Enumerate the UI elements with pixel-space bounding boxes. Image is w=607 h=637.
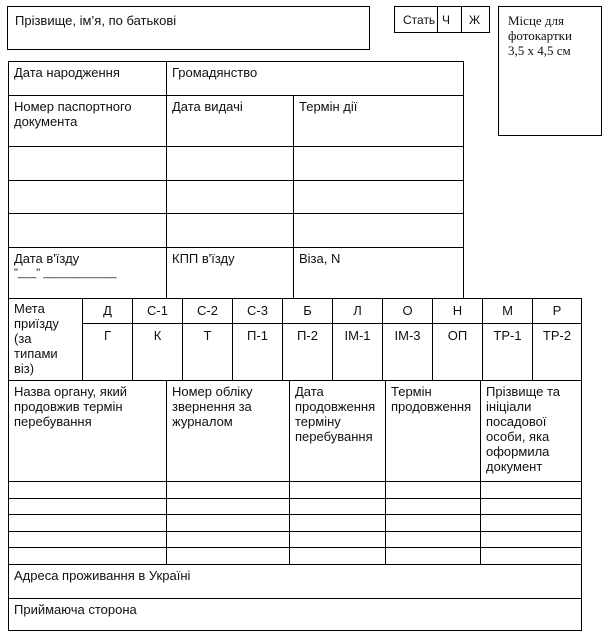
extension-entry-cell[interactable] bbox=[481, 482, 582, 499]
photo-label: Місце для фотокартки 3,5 х 4,5 см bbox=[508, 13, 572, 58]
extension-entry-cell[interactable] bbox=[167, 499, 290, 516]
host-field[interactable] bbox=[9, 599, 582, 631]
sex-option-zh[interactable]: Ж bbox=[469, 13, 481, 27]
extension-entry-cell[interactable] bbox=[290, 515, 386, 532]
sex-option-ch[interactable]: Ч bbox=[442, 13, 450, 27]
issue-date-value[interactable] bbox=[167, 147, 294, 181]
passport-number-label: Номер паспортного документа bbox=[9, 96, 167, 147]
extension-entry-cell[interactable] bbox=[386, 548, 481, 565]
extension-table bbox=[8, 380, 582, 565]
extension-entry-cell[interactable] bbox=[9, 482, 167, 499]
extension-entry-cell[interactable] bbox=[167, 482, 290, 499]
purpose-table bbox=[8, 298, 582, 381]
visa-label: Віза, N bbox=[294, 248, 464, 299]
extension-entry-cell[interactable] bbox=[386, 499, 481, 516]
extension-entry-cell[interactable] bbox=[481, 499, 582, 516]
visa-type-option[interactable]: ІМ-1 bbox=[333, 324, 383, 381]
purpose-label: Мета приїзду (за типами віз) bbox=[9, 299, 83, 381]
extension-entry-cell[interactable] bbox=[386, 532, 481, 549]
visa-type-option[interactable]: П-2 bbox=[283, 324, 333, 381]
visa-type-option[interactable]: М bbox=[483, 299, 533, 324]
extension-header-record-number: Номер обліку звернення за журналом bbox=[167, 381, 290, 482]
passport-number-value[interactable] bbox=[9, 181, 167, 214]
passport-number-value[interactable] bbox=[9, 214, 167, 248]
extension-entry-cell[interactable] bbox=[9, 515, 167, 532]
visa-type-option[interactable]: Р bbox=[533, 299, 582, 324]
entry-checkpoint-label: КПП в'їзду bbox=[167, 248, 294, 299]
visa-type-option[interactable]: ТР-1 bbox=[483, 324, 533, 381]
visa-type-option[interactable]: С-3 bbox=[233, 299, 283, 324]
host-label: Приймаюча сторона bbox=[14, 602, 137, 617]
validity-value[interactable] bbox=[294, 214, 464, 248]
address-label: Адреса проживання в Україні bbox=[14, 568, 191, 583]
visa-type-option[interactable]: С-2 bbox=[183, 299, 233, 324]
extension-entry-cell[interactable] bbox=[290, 548, 386, 565]
extension-header-term: Термін продовження bbox=[386, 381, 481, 482]
visa-type-option[interactable]: П-1 bbox=[233, 324, 283, 381]
extension-entry-cell[interactable] bbox=[9, 532, 167, 549]
extension-entry-cell[interactable] bbox=[167, 515, 290, 532]
photo-placeholder bbox=[498, 6, 602, 136]
entry-date-field[interactable] bbox=[9, 248, 167, 299]
extension-entry-cell[interactable] bbox=[9, 548, 167, 565]
visa-type-option[interactable]: О bbox=[383, 299, 433, 324]
extension-header-date: Дата продовження терміну перебування bbox=[290, 381, 386, 482]
extension-entry-cell[interactable] bbox=[167, 548, 290, 565]
issue-date-value[interactable] bbox=[167, 214, 294, 248]
visa-type-option[interactable]: ТР-2 bbox=[533, 324, 582, 381]
citizenship-label: Громадянство bbox=[167, 62, 464, 96]
visa-type-option[interactable]: С-1 bbox=[133, 299, 183, 324]
extension-entry-cell[interactable] bbox=[386, 515, 481, 532]
visa-type-option[interactable]: Г bbox=[83, 324, 133, 381]
visa-type-option[interactable]: ІМ-3 bbox=[383, 324, 433, 381]
sex-divider-2 bbox=[461, 7, 462, 32]
name-label: Прізвище, ім’я, по батькові bbox=[15, 13, 177, 28]
extension-entry-cell[interactable] bbox=[481, 515, 582, 532]
birth-date-label: Дата народження bbox=[9, 62, 167, 96]
personal-table bbox=[8, 61, 464, 299]
extension-header-organ: Назва органу, який продовжив термін перебування bbox=[9, 381, 167, 482]
address-field[interactable] bbox=[9, 565, 582, 599]
extension-entry-cell[interactable] bbox=[9, 499, 167, 516]
entry-date-blank: "___" ____________ bbox=[14, 267, 117, 279]
visa-type-option[interactable]: Д bbox=[83, 299, 133, 324]
visa-type-option[interactable]: Л bbox=[333, 299, 383, 324]
extension-entry-cell[interactable] bbox=[290, 499, 386, 516]
issue-date-value[interactable] bbox=[167, 181, 294, 214]
visa-type-option[interactable]: ОП bbox=[433, 324, 483, 381]
extension-entry-cell[interactable] bbox=[481, 532, 582, 549]
extension-entry-cell[interactable] bbox=[290, 532, 386, 549]
issue-date-label: Дата видачі bbox=[167, 96, 294, 147]
extension-entry-cell[interactable] bbox=[290, 482, 386, 499]
visa-type-option[interactable]: Т bbox=[183, 324, 233, 381]
visa-type-option[interactable]: К bbox=[133, 324, 183, 381]
extension-entry-cell[interactable] bbox=[481, 548, 582, 565]
passport-number-value[interactable] bbox=[9, 147, 167, 181]
validity-label: Термін дії bbox=[294, 96, 464, 147]
sex-label: Стать bbox=[403, 13, 436, 27]
entry-date-label: Дата в'їзду bbox=[14, 251, 80, 266]
sex-divider-1 bbox=[437, 7, 438, 32]
extension-entry-cell[interactable] bbox=[167, 532, 290, 549]
validity-value[interactable] bbox=[294, 147, 464, 181]
extension-header-officer: Прізвище та ініціали посадової особи, яка оформила документ bbox=[481, 381, 582, 482]
name-field[interactable] bbox=[7, 6, 370, 50]
validity-value[interactable] bbox=[294, 181, 464, 214]
visa-type-option[interactable]: Б bbox=[283, 299, 333, 324]
visa-type-option[interactable]: Н bbox=[433, 299, 483, 324]
sex-field[interactable] bbox=[394, 6, 490, 33]
footer-table bbox=[8, 564, 582, 631]
extension-entry-cell[interactable] bbox=[386, 482, 481, 499]
